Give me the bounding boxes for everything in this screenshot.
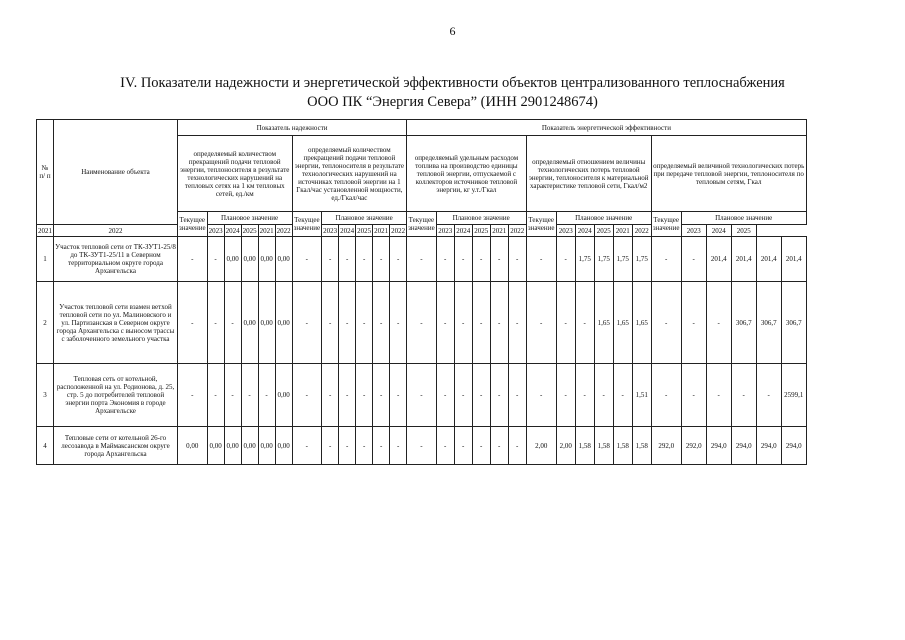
plan-value-header: Плановое значение <box>556 212 651 225</box>
value-cell: - <box>322 282 339 364</box>
value-cell: 2599,1 <box>781 364 806 427</box>
value-cell: - <box>526 364 556 427</box>
value-cell: 201,4 <box>756 237 781 282</box>
value-cell: - <box>207 237 224 282</box>
value-cell: - <box>613 364 632 427</box>
value-cell: - <box>339 237 356 282</box>
value-cell: 1,65 <box>632 282 651 364</box>
current-value-header: Текущее значение <box>292 212 322 237</box>
value-cell: - <box>594 364 613 427</box>
value-cell: 2,00 <box>526 427 556 465</box>
object-name: Участок тепловой сети взамен ветхой тепловой сети по ул. Малиновского и ул. Партизанская в Северном округе города Архангельска с выносом трассы с заболоченного земельного участка <box>54 282 178 364</box>
value-cell: - <box>241 364 258 427</box>
row-number: 2 <box>37 282 54 364</box>
table-row <box>37 237 807 282</box>
value-cell: - <box>407 282 437 364</box>
value-cell: - <box>472 427 490 465</box>
value-cell: - <box>526 282 556 364</box>
year-header: 2024 <box>456 226 471 235</box>
value-cell: - <box>756 364 781 427</box>
value-cell: - <box>556 364 575 427</box>
indicator-header: определяемый удельным расходом топлива на производство единицы тепловой энергии, отпускаемой с коллекторов источников тепловой энергии, кг у.т./Гкал <box>407 136 527 212</box>
year-header: 2023 <box>556 225 575 237</box>
year-header: 2021 <box>492 226 507 235</box>
value-cell: - <box>407 364 437 427</box>
value-cell: - <box>390 427 407 465</box>
value-cell: - <box>178 237 208 282</box>
value-cell: - <box>556 282 575 364</box>
value-cell: 1,58 <box>594 427 613 465</box>
year-header: 2025 <box>242 226 257 235</box>
value-cell: 306,7 <box>781 282 806 364</box>
value-cell: - <box>651 237 681 282</box>
value-cell: - <box>339 427 356 465</box>
value-cell: - <box>454 282 472 364</box>
value-cell: - <box>224 282 241 364</box>
value-cell: 201,4 <box>781 237 806 282</box>
row-number: 4 <box>37 427 54 465</box>
year-header: 2021 <box>374 226 389 235</box>
value-cell: 294,0 <box>706 427 731 465</box>
year-header: 2025 <box>474 226 489 235</box>
group-reliability-header: Показатель надежности <box>178 120 407 136</box>
value-cell: - <box>292 237 322 282</box>
value-cell: 201,4 <box>731 237 756 282</box>
year-header: 2022 <box>510 226 525 235</box>
value-cell: 292,0 <box>681 427 706 465</box>
value-cell: - <box>178 282 208 364</box>
value-cell: 0,00 <box>241 427 258 465</box>
value-cell: - <box>490 364 508 427</box>
value-cell: - <box>526 237 556 282</box>
value-cell: 0,00 <box>258 427 275 465</box>
value-cell: - <box>454 427 472 465</box>
value-cell: - <box>322 427 339 465</box>
value-cell: - <box>490 237 508 282</box>
value-cell: 1,58 <box>575 427 594 465</box>
value-cell: 1,75 <box>613 237 632 282</box>
year-header: 2021 <box>613 225 632 237</box>
value-cell: - <box>292 427 322 465</box>
title-line-2: ООО ПК “Энергия Севера” (ИНН 2901248674) <box>307 94 598 110</box>
value-cell: 0,00 <box>224 237 241 282</box>
value-cell: - <box>373 364 390 427</box>
col-num-header: № п/ п <box>37 120 54 225</box>
value-cell: - <box>508 364 526 427</box>
value-cell: - <box>356 427 373 465</box>
value-cell: 0,00 <box>275 237 292 282</box>
plan-value-header: Плановое значение <box>322 212 407 225</box>
plan-value-header: Плановое значение <box>207 212 292 225</box>
year-header: 2024 <box>340 226 355 235</box>
year-header: 2024 <box>225 226 240 235</box>
value-cell: 0,00 <box>224 427 241 465</box>
value-cell: 201,4 <box>706 237 731 282</box>
value-cell: - <box>575 282 594 364</box>
year-header: 2021 <box>38 226 52 235</box>
year-header: 2023 <box>681 225 706 237</box>
value-cell: - <box>681 237 706 282</box>
value-cell: - <box>258 364 275 427</box>
value-cell: - <box>731 364 756 427</box>
value-cell: 0,00 <box>275 364 292 427</box>
value-cell: - <box>207 364 224 427</box>
value-cell: 294,0 <box>731 427 756 465</box>
value-cell: 2,00 <box>556 427 575 465</box>
current-value-header: Текущее значение <box>651 212 681 237</box>
value-cell: - <box>472 364 490 427</box>
header-row-groups <box>37 120 807 136</box>
year-header: 2022 <box>632 225 651 237</box>
value-cell: - <box>436 364 454 427</box>
year-header: 2023 <box>438 226 453 235</box>
value-cell: - <box>292 282 322 364</box>
year-header: 2023 <box>323 226 338 235</box>
value-cell: - <box>373 427 390 465</box>
object-name: Участок тепловой сети от ТК-ЗУТ1-25/8 до ТК-ЗУТ1-25/11 в Северном территориальном округе города Архангельска <box>54 237 178 282</box>
value-cell: - <box>575 364 594 427</box>
value-cell: - <box>224 364 241 427</box>
indicator-header: определяемый количеством прекращений подачи тепловой энергии, теплоносителя в результате технологических нарушений на источниках тепловой энергии на 1 Гкал/час установленной мощности, ед./Гкал/час <box>292 136 407 212</box>
indicators-table <box>36 119 807 465</box>
value-cell: - <box>556 237 575 282</box>
year-header: 2024 <box>575 225 594 237</box>
value-cell: - <box>390 364 407 427</box>
year-header: 2023 <box>208 226 223 235</box>
value-cell: - <box>490 427 508 465</box>
value-cell: - <box>407 427 437 465</box>
value-cell: - <box>373 237 390 282</box>
value-cell: 0,00 <box>275 282 292 364</box>
value-cell: - <box>651 282 681 364</box>
year-header: 2025 <box>731 225 756 237</box>
year-header: 2022 <box>391 226 406 235</box>
indicator-header: определяемый отношением величины технологических потерь тепловой энергии, теплоносителя к материальной характеристике тепловой сети, Гкал/м2 <box>526 136 651 212</box>
row-number: 1 <box>37 237 54 282</box>
value-cell: - <box>706 364 731 427</box>
value-cell: 306,7 <box>756 282 781 364</box>
value-cell: - <box>706 282 731 364</box>
value-cell: - <box>508 237 526 282</box>
value-cell: - <box>356 282 373 364</box>
value-cell: 0,00 <box>258 282 275 364</box>
value-cell: - <box>508 282 526 364</box>
table-row <box>37 427 807 465</box>
value-cell: - <box>322 364 339 427</box>
year-header: 2022 <box>276 226 291 235</box>
value-cell: - <box>356 237 373 282</box>
indicator-header: определяемый величиной технологических потерь при передаче тепловой энергии, теплоносителя по тепловым сетям, Гкал <box>651 136 806 212</box>
value-cell: - <box>292 364 322 427</box>
value-cell: - <box>490 282 508 364</box>
value-cell: - <box>322 237 339 282</box>
current-value-header: Текущее значение <box>178 212 208 237</box>
year-header: 2025 <box>594 225 613 237</box>
value-cell: 0,00 <box>207 427 224 465</box>
value-cell: 1,58 <box>613 427 632 465</box>
value-cell: - <box>407 237 437 282</box>
value-cell: - <box>651 364 681 427</box>
value-cell: - <box>472 282 490 364</box>
year-header: 2025 <box>357 226 372 235</box>
col-name-header: Наименование объекта <box>54 120 178 225</box>
value-cell: 1,58 <box>632 427 651 465</box>
table-row <box>37 364 807 427</box>
row-number: 3 <box>37 364 54 427</box>
value-cell: 306,7 <box>731 282 756 364</box>
title-line-1: IV. Показатели надежности и энергетической эффективности объектов централизованного теплоснабжения <box>120 75 785 91</box>
value-cell: - <box>356 364 373 427</box>
value-cell: - <box>681 364 706 427</box>
current-value-header: Текущее значение <box>407 212 437 237</box>
year-header: 2024 <box>706 225 731 237</box>
value-cell: - <box>390 282 407 364</box>
value-cell: - <box>178 364 208 427</box>
current-value-header: Текущее значение <box>526 212 556 237</box>
value-cell: - <box>472 237 490 282</box>
value-cell: 0,00 <box>258 237 275 282</box>
plan-value-header: Плановое значение <box>681 212 806 225</box>
value-cell: 294,0 <box>781 427 806 465</box>
value-cell: 294,0 <box>756 427 781 465</box>
value-cell: 1,65 <box>613 282 632 364</box>
value-cell: - <box>508 427 526 465</box>
value-cell: - <box>681 282 706 364</box>
value-cell: - <box>454 237 472 282</box>
plan-value-header: Плановое значение <box>436 212 526 225</box>
group-efficiency-header: Показатель энергетической эффективности <box>407 120 807 136</box>
indicator-header: определяемый количеством прекращений подачи тепловой энергии, теплоносителя в результате технологических нарушений на тепловых сетях на 1 км тепловых сетей, ед./км <box>178 136 293 212</box>
value-cell: - <box>373 282 390 364</box>
value-cell: - <box>436 427 454 465</box>
value-cell: - <box>339 364 356 427</box>
value-cell: - <box>207 282 224 364</box>
value-cell: - <box>436 282 454 364</box>
year-header: 2021 <box>259 226 274 235</box>
value-cell: - <box>390 237 407 282</box>
value-cell: 1,65 <box>594 282 613 364</box>
object-name: Тепловая сеть от котельной, расположенной на ул. Родионова, д. 25, стр. 5 до потребителей тепловой энергии порта Экономия в городе Архангельске <box>54 364 178 427</box>
page-number: 6 <box>449 24 456 38</box>
value-cell: 0,00 <box>275 427 292 465</box>
value-cell: 0,00 <box>241 282 258 364</box>
value-cell: 1,75 <box>632 237 651 282</box>
table-row <box>37 282 807 364</box>
object-name: Тепловые сети от котельной 26-го лесозавода в Маймаксанском округе города Архангельска <box>54 427 178 465</box>
value-cell: 1,75 <box>594 237 613 282</box>
value-cell: 0,00 <box>241 237 258 282</box>
value-cell: - <box>454 364 472 427</box>
value-cell: 1,75 <box>575 237 594 282</box>
year-header: 2022 <box>54 225 178 237</box>
value-cell: 0,00 <box>178 427 208 465</box>
value-cell: - <box>436 237 454 282</box>
value-cell: 292,0 <box>651 427 681 465</box>
page-title <box>60 74 845 112</box>
value-cell: - <box>339 282 356 364</box>
value-cell: 1,51 <box>632 364 651 427</box>
